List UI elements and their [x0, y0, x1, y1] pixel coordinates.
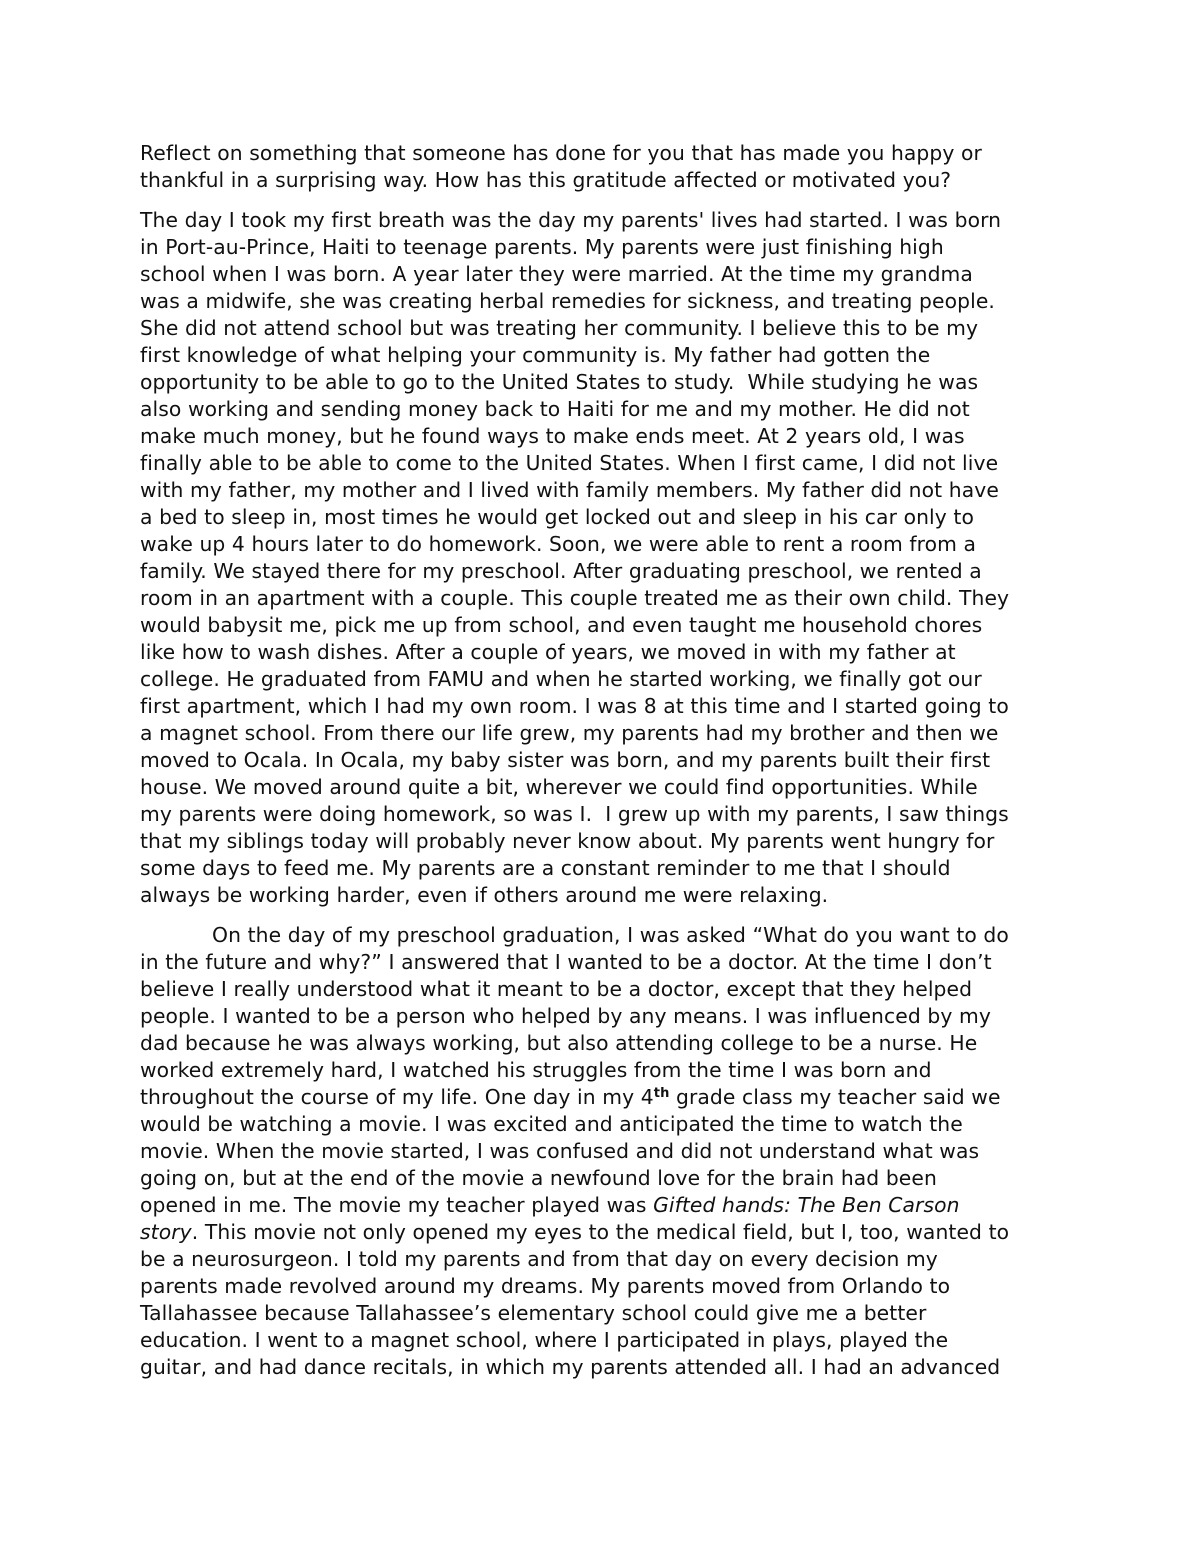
text-line: room in an apartment with a couple. This couple treated me as their own child. They	[140, 586, 1010, 610]
text-run: . This movie not only opened my eyes to the medical field, but I, too, wanted to	[191, 1220, 1010, 1244]
text-line: college. He graduated from FAMU and when he started working, we finally got our	[140, 667, 982, 691]
text-line: also working and sending money back to Haiti for me and my mother. He did not	[140, 397, 970, 421]
text-line: first knowledge of what helping your community is. My father had gotten the	[140, 343, 931, 367]
text-line: movie. When the movie started, I was confused and did not understand what was	[140, 1139, 980, 1163]
text-line: first apartment, which I had my own room. I was 8 at this time and I started going to	[140, 694, 1009, 718]
text-line: On the day of my preschool graduation, I was asked “What do you want to do	[212, 923, 1009, 947]
text-line: always be working harder, even if others around me were relaxing.	[140, 883, 829, 907]
document-body	[140, 140, 1065, 1394]
text-line: parents made revolved around my dreams. My parents moved from Orlando to	[140, 1274, 951, 1298]
text-line	[140, 1084, 1065, 1111]
text-run: grade class my teacher said we	[669, 1085, 1001, 1109]
text-line: that my siblings today will probably never know about. My parents went hungry for	[140, 829, 995, 853]
text-run: throughout the course of my life. One day in my 4	[140, 1085, 654, 1109]
text-line: would babysit me, pick me up from school, and even taught me household chores	[140, 613, 983, 637]
paragraph-2	[140, 922, 1065, 1381]
text-line: worked extremely hard, I watched his struggles from the time I was born and	[140, 1058, 932, 1082]
text-line: education. I went to a magnet school, where I participated in plays, played the	[140, 1328, 949, 1352]
text-line: opportunity to be able to go to the United States to study. While studying he was	[140, 370, 979, 394]
essay-prompt	[140, 140, 1065, 194]
text-line: was a midwife, she was creating herbal remedies for sickness, and treating people.	[140, 289, 995, 313]
text-line: Tallahassee because Tallahassee’s elementary school could give me a better	[140, 1301, 927, 1325]
text-line: a bed to sleep in, most times he would get locked out and sleep in his car only to	[140, 505, 974, 529]
text-line: family. We stayed there for my preschool. After graduating preschool, we rented a	[140, 559, 982, 583]
text-line: finally able to be able to come to the United States. When I first came, I did not live	[140, 451, 999, 475]
text-line	[140, 1219, 1065, 1246]
text-line: in Port-au-Prince, Haiti to teenage parents. My parents were just finishing high	[140, 235, 944, 259]
text-line: some days to feed me. My parents are a constant reminder to me that I should	[140, 856, 951, 880]
text-line: dad because he was always working, but also attending college to be a nurse. He	[140, 1031, 978, 1055]
text-line: The day I took my first breath was the day my parents' lives had started. I was born	[140, 208, 1002, 232]
text-line: like how to wash dishes. After a couple of years, we moved in with my father at	[140, 640, 956, 664]
text-line: believe I really understood what it meant to be a doctor, except that they helped	[140, 977, 973, 1001]
movie-title: Gifted hands: The Ben Carson	[653, 1193, 960, 1217]
text-line: would be watching a movie. I was excited and anticipated the time to watch the	[140, 1112, 963, 1136]
text-line: people. I wanted to be a person who helped by any means. I was influenced by my	[140, 1004, 991, 1028]
text-line: moved to Ocala. In Ocala, my baby sister was born, and my parents built their first	[140, 748, 991, 772]
text-line: with my father, my mother and I lived with family members. My father did not have	[140, 478, 999, 502]
text-line: be a neurosurgeon. I told my parents and from that day on every decision my	[140, 1247, 938, 1271]
text-line: wake up 4 hours later to do homework. Soon, we were able to rent a room from a	[140, 532, 977, 556]
text-line: going on, but at the end of the movie a newfound love for the brain had been	[140, 1166, 937, 1190]
text-line: my parents were doing homework, so was I. I grew up with my parents, I saw things	[140, 802, 1009, 826]
movie-title: story	[140, 1220, 192, 1244]
text-line: a magnet school. From there our life grew, my parents had my brother and then we	[140, 721, 999, 745]
text-line: house. We moved around quite a bit, wherever we could find opportunities. While	[140, 775, 978, 799]
prompt-line: thankful in a surprising way. How has this gratitude affected or motivated you?	[140, 168, 952, 192]
text-run: opened in me. The movie my teacher played was	[140, 1193, 654, 1217]
ordinal-superscript: th	[653, 1086, 670, 1101]
text-line: guitar, and had dance recitals, in which my parents attended all. I had an advanced	[140, 1355, 1001, 1379]
text-line: in the future and why?” I answered that I wanted to be a doctor. At the time I don’t	[140, 950, 992, 974]
prompt-line: Reflect on something that someone has done for you that has made you happy or	[140, 141, 982, 165]
paragraph-1	[140, 207, 1065, 909]
text-line	[140, 1192, 1065, 1219]
text-line: make much money, but he found ways to make ends meet. At 2 years old, I was	[140, 424, 965, 448]
text-line: school when I was born. A year later they were married. At the time my grandma	[140, 262, 973, 286]
text-line: She did not attend school but was treating her community. I believe this to be my	[140, 316, 979, 340]
